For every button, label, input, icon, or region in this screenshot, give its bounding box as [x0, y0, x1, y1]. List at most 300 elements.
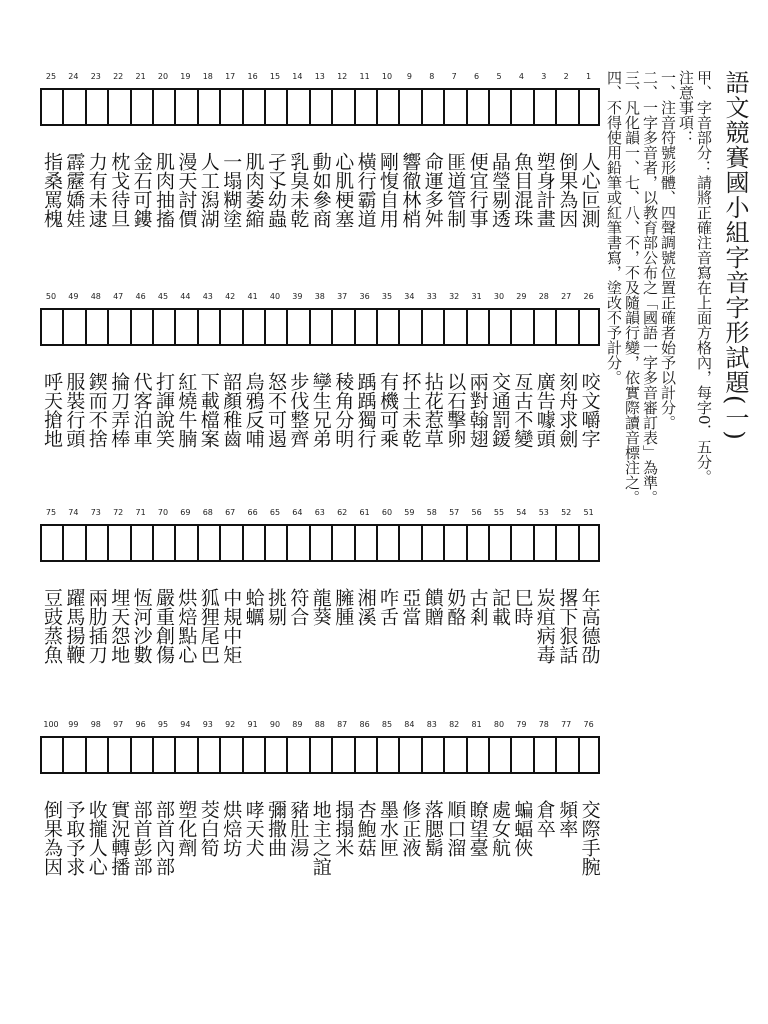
- question-word: 漫天討價: [175, 152, 198, 228]
- question-number: 60: [381, 508, 393, 517]
- answer-box[interactable]: [286, 308, 308, 346]
- question-word: 恆河沙數: [130, 588, 153, 664]
- question-number: 75: [45, 508, 57, 517]
- answer-box[interactable]: [264, 736, 286, 774]
- answer-box[interactable]: [174, 736, 196, 774]
- question-number: 1: [586, 72, 592, 81]
- question-number: 71: [135, 508, 146, 517]
- question-word: 亞當: [399, 588, 422, 626]
- answer-box[interactable]: [197, 88, 219, 126]
- question-word: 兩肋插刀: [85, 588, 108, 664]
- answer-box[interactable]: [376, 308, 398, 346]
- answer-box[interactable]: [309, 308, 331, 346]
- answer-box[interactable]: [264, 524, 286, 562]
- question-number: 88: [314, 720, 325, 729]
- question-word: 指桑罵槐: [41, 152, 63, 228]
- question-number: 50: [45, 292, 57, 301]
- answer-box[interactable]: [107, 736, 129, 774]
- answer-box[interactable]: [331, 88, 353, 126]
- question-number: 2: [563, 72, 569, 81]
- question-word: 瞭望臺: [466, 800, 489, 857]
- question-number: 53: [538, 508, 549, 517]
- question-word: 挑剔: [265, 588, 287, 626]
- question-word: 怒不可遏: [265, 372, 287, 448]
- answer-box[interactable]: [62, 736, 84, 774]
- question-number: 97: [113, 720, 124, 729]
- question-number: 76: [583, 720, 594, 729]
- answer-box[interactable]: [443, 88, 465, 126]
- question-number: 29: [516, 292, 527, 301]
- question-number: 70: [157, 508, 169, 517]
- answer-box[interactable]: [354, 88, 376, 126]
- question-word: 倉卒: [533, 800, 556, 838]
- answer-box[interactable]: [130, 88, 152, 126]
- question-word: 橫行霸道: [354, 152, 377, 228]
- answer-box[interactable]: [107, 88, 129, 126]
- question-word: 地主之誼: [309, 800, 332, 876]
- question-word: 鍥而不捨: [85, 372, 108, 448]
- question-number: 68: [202, 508, 213, 517]
- answer-box[interactable]: [510, 524, 532, 562]
- question-word: 交際手腕: [578, 800, 601, 876]
- question-band: [40, 292, 600, 542]
- question-word: 中規中矩: [220, 588, 243, 664]
- question-word: 豆豉蒸魚: [41, 588, 63, 664]
- answer-box[interactable]: [555, 524, 577, 562]
- question-number: 12: [337, 72, 348, 81]
- answer-box[interactable]: [466, 736, 488, 774]
- answer-box[interactable]: [578, 524, 600, 562]
- question-word: 符合: [287, 588, 310, 626]
- question-word: 咋舌: [377, 588, 399, 626]
- answer-box[interactable]: [354, 308, 376, 346]
- question-number: 51: [583, 508, 594, 517]
- answer-box[interactable]: [174, 308, 196, 346]
- question-word: 服裝行頭: [63, 372, 86, 448]
- answer-box[interactable]: [152, 524, 174, 562]
- instruction-line: 三、凡化韻一、七、八、不，不及隨韻行變，依實際讀音標注之。: [623, 70, 641, 505]
- question-number: 67: [225, 508, 236, 517]
- question-number: 52: [561, 508, 572, 517]
- question-word: 茭白筍: [197, 800, 220, 857]
- answer-box[interactable]: [152, 88, 174, 126]
- question-word: 豬肚湯: [287, 800, 310, 857]
- question-word: 部首內部: [153, 800, 175, 876]
- answer-box[interactable]: [219, 308, 241, 346]
- answer-box[interactable]: [398, 88, 420, 126]
- question-number: 47: [113, 292, 124, 301]
- answer-box[interactable]: [286, 524, 308, 562]
- answer-box[interactable]: [40, 308, 62, 346]
- question-number: 9: [406, 72, 412, 81]
- question-number: 14: [292, 72, 303, 81]
- question-word: 湘溪: [354, 588, 377, 626]
- question-word: 彌撒曲: [265, 800, 287, 857]
- question-word: 予取予求: [63, 800, 86, 876]
- question-number: 16: [247, 72, 258, 81]
- question-word: 有機可乘: [377, 372, 399, 448]
- question-word: 烘焙點心: [175, 588, 198, 664]
- answer-box[interactable]: [130, 736, 152, 774]
- answer-box[interactable]: [264, 88, 286, 126]
- answer-box[interactable]: [488, 88, 510, 126]
- question-word: 拈花惹草: [421, 372, 444, 448]
- question-word: 搨搨米: [332, 800, 355, 857]
- question-word: 呼天搶地: [41, 372, 63, 448]
- answer-box[interactable]: [510, 736, 532, 774]
- question-word: 紅燒牛腩: [175, 372, 198, 448]
- answer-box[interactable]: [443, 736, 465, 774]
- answer-box[interactable]: [354, 736, 376, 774]
- question-word: 稜角分明: [332, 372, 355, 448]
- question-number: 6: [474, 72, 480, 81]
- question-number: 77: [561, 720, 572, 729]
- instruction-line: 注意事項：: [677, 70, 695, 145]
- answer-box[interactable]: [152, 308, 174, 346]
- question-number: 23: [90, 72, 101, 81]
- question-number: 48: [90, 292, 101, 301]
- answer-box[interactable]: [398, 524, 420, 562]
- question-number: 56: [471, 508, 482, 517]
- question-number: 3: [541, 72, 547, 81]
- question-number: 90: [269, 720, 281, 729]
- question-number: 64: [292, 508, 303, 517]
- question-number: 27: [561, 292, 572, 301]
- answer-box[interactable]: [286, 736, 308, 774]
- answer-box[interactable]: [130, 308, 152, 346]
- question-word: 巳時: [511, 588, 534, 626]
- question-word: 落腮鬍: [421, 800, 444, 857]
- answer-box[interactable]: [421, 308, 443, 346]
- question-word: 臃腫: [332, 588, 355, 626]
- answer-box[interactable]: [219, 88, 241, 126]
- instruction-line: 甲、字音部分：請將正確注音寫在上面方格內，每字0．五分。: [695, 70, 713, 485]
- answer-box[interactable]: [488, 308, 510, 346]
- question-number: 57: [449, 508, 460, 517]
- question-number: 18: [202, 72, 213, 81]
- question-number: 92: [225, 720, 236, 729]
- question-number: 69: [180, 508, 191, 517]
- question-number: 35: [381, 292, 393, 301]
- question-number: 96: [135, 720, 146, 729]
- answer-box[interactable]: [309, 736, 331, 774]
- question-number: 61: [359, 508, 370, 517]
- question-word: 力有未逮: [85, 152, 108, 228]
- answer-box[interactable]: [309, 524, 331, 562]
- question-word: 龍葵: [309, 588, 332, 626]
- question-word: 下載檔案: [197, 372, 220, 448]
- question-word: 掄刀弄棒: [108, 372, 131, 448]
- question-number: 62: [337, 508, 348, 517]
- question-word: 肌肉萎縮: [242, 152, 265, 228]
- answer-box[interactable]: [219, 736, 241, 774]
- question-number: 55: [493, 508, 505, 517]
- answer-box-row: [40, 524, 600, 562]
- question-number: 36: [359, 292, 370, 301]
- question-number: 93: [202, 720, 213, 729]
- question-word: 倒果為因: [556, 152, 579, 228]
- question-number: 7: [451, 72, 457, 81]
- page-title: 語文競賽國小組字音字形試題(一): [721, 70, 749, 441]
- answer-box[interactable]: [242, 736, 264, 774]
- instruction-line: 一、注音符號形體、四聲調號位置正確者始予以計分。: [659, 70, 677, 430]
- answer-box[interactable]: [578, 88, 600, 126]
- answer-box[interactable]: [443, 308, 465, 346]
- question-word: 孿生兄弟: [309, 372, 332, 448]
- question-number: 37: [337, 292, 348, 301]
- question-word: 踽踽獨行: [354, 372, 377, 448]
- question-number: 94: [180, 720, 191, 729]
- question-number: 40: [269, 292, 281, 301]
- answer-box[interactable]: [174, 524, 196, 562]
- question-number: 44: [180, 292, 191, 301]
- question-word: 部首彭部: [130, 800, 153, 876]
- question-number: 20: [157, 72, 169, 81]
- instruction-line: 四、不得使用鉛筆或紅筆書寫，塗改不予計分。: [605, 70, 623, 385]
- answer-box[interactable]: [264, 308, 286, 346]
- answer-box[interactable]: [443, 524, 465, 562]
- question-number: 11: [359, 72, 370, 81]
- question-number: 87: [337, 720, 348, 729]
- question-number: 26: [583, 292, 594, 301]
- question-number: 54: [516, 508, 527, 517]
- answer-box[interactable]: [466, 88, 488, 126]
- question-word: 便宜行事: [466, 152, 489, 228]
- question-number: 21: [135, 72, 146, 81]
- question-word: 韶顏稚齒: [220, 372, 243, 448]
- question-word: 動如參商: [309, 152, 332, 228]
- answer-box[interactable]: [40, 88, 62, 126]
- question-word: 乳臭未乾: [287, 152, 310, 228]
- question-word: 人工潟湖: [197, 152, 220, 228]
- question-number: 41: [247, 292, 258, 301]
- answer-box-row: [40, 308, 600, 346]
- question-word: 記載: [489, 588, 511, 626]
- question-number: 33: [426, 292, 437, 301]
- question-word: 金石可鏤: [130, 152, 153, 228]
- answer-box[interactable]: [555, 308, 577, 346]
- question-word: 塑身計畫: [533, 152, 556, 228]
- question-number: 83: [426, 720, 437, 729]
- question-word: 抔土未乾: [399, 372, 422, 448]
- question-number: 31: [471, 292, 482, 301]
- question-number: 99: [68, 720, 79, 729]
- answer-box[interactable]: [107, 308, 129, 346]
- question-word: 炭疽病毒: [533, 588, 556, 664]
- answer-box[interactable]: [354, 524, 376, 562]
- question-number: 98: [90, 720, 101, 729]
- question-number: 63: [314, 508, 325, 517]
- answer-box[interactable]: [488, 524, 510, 562]
- answer-box[interactable]: [85, 524, 107, 562]
- question-word: 狐狸尾巴: [197, 588, 220, 664]
- question-word: 順口溜: [444, 800, 467, 857]
- answer-box[interactable]: [242, 308, 264, 346]
- answer-box[interactable]: [85, 88, 107, 126]
- question-number: 59: [404, 508, 415, 517]
- question-number: 81: [471, 720, 482, 729]
- instruction-line: 二、一字多音者，以教育部公布之「國語一字多音審訂表」為準。: [641, 70, 659, 505]
- answer-box[interactable]: [62, 524, 84, 562]
- question-word: 亙古不變: [511, 372, 534, 448]
- answer-box[interactable]: [107, 524, 129, 562]
- question-word: 收攏人心: [85, 800, 108, 876]
- answer-box[interactable]: [197, 736, 219, 774]
- answer-box[interactable]: [578, 736, 600, 774]
- answer-box[interactable]: [421, 88, 443, 126]
- question-word: 饋贈: [421, 588, 444, 626]
- question-number: 100: [43, 720, 59, 729]
- answer-box[interactable]: [40, 524, 62, 562]
- answer-box[interactable]: [398, 736, 420, 774]
- question-word: 孑孓幼蟲: [265, 152, 287, 228]
- question-number: 5: [496, 72, 502, 81]
- question-word: 埋天怨地: [108, 588, 131, 664]
- answer-box[interactable]: [286, 88, 308, 126]
- question-number: 46: [135, 292, 146, 301]
- question-word: 命運多舛: [421, 152, 444, 228]
- answer-box[interactable]: [466, 524, 488, 562]
- answer-box[interactable]: [331, 524, 353, 562]
- question-number: 10: [381, 72, 393, 81]
- question-word: 年高德劭: [578, 588, 601, 664]
- answer-box-row: [40, 88, 600, 126]
- question-word: 肌肉抽搐: [153, 152, 175, 228]
- answer-box[interactable]: [533, 88, 555, 126]
- question-number: 24: [68, 72, 79, 81]
- question-word: 交通罰鍰: [489, 372, 511, 448]
- answer-box[interactable]: [533, 524, 555, 562]
- answer-box[interactable]: [376, 524, 398, 562]
- question-word: 魚目混珠: [511, 152, 534, 228]
- question-band: [40, 72, 600, 322]
- question-word: 一塌糊塗: [220, 152, 243, 228]
- question-number: 95: [157, 720, 169, 729]
- question-number: 17: [225, 72, 236, 81]
- question-word: 蝙蝠俠: [511, 800, 534, 857]
- answer-box[interactable]: [533, 308, 555, 346]
- question-number: 79: [516, 720, 527, 729]
- question-band: [40, 720, 600, 970]
- question-number: 38: [314, 292, 325, 301]
- question-number: 25: [45, 72, 57, 81]
- question-word: 咬文嚼字: [578, 372, 601, 448]
- answer-box[interactable]: [197, 524, 219, 562]
- question-number: 85: [381, 720, 393, 729]
- question-word: 奶酪: [444, 588, 467, 626]
- answer-box[interactable]: [197, 308, 219, 346]
- question-word: 響徹林梢: [399, 152, 422, 228]
- answer-box[interactable]: [488, 736, 510, 774]
- question-number: 74: [68, 508, 79, 517]
- answer-box[interactable]: [421, 524, 443, 562]
- question-word: 頻率: [556, 800, 579, 838]
- answer-box[interactable]: [40, 736, 62, 774]
- question-word: 步伐整齊: [287, 372, 310, 448]
- question-word: 處女航: [489, 800, 511, 857]
- question-number: 45: [157, 292, 169, 301]
- answer-box[interactable]: [376, 88, 398, 126]
- question-number: 19: [180, 72, 191, 81]
- question-number: 43: [202, 292, 213, 301]
- question-word: 蛤蠣: [242, 588, 265, 626]
- question-word: 杏鮑菇: [354, 800, 377, 857]
- question-number: 15: [269, 72, 281, 81]
- answer-box[interactable]: [85, 308, 107, 346]
- question-number: 13: [314, 72, 325, 81]
- answer-box[interactable]: [510, 88, 532, 126]
- answer-box[interactable]: [398, 308, 420, 346]
- question-word: 打諢說笑: [153, 372, 175, 448]
- question-word: 枕戈待旦: [108, 152, 131, 228]
- question-number: 84: [404, 720, 415, 729]
- answer-box[interactable]: [152, 736, 174, 774]
- question-word: 墨水匣: [377, 800, 399, 857]
- answer-box[interactable]: [62, 88, 84, 126]
- answer-box[interactable]: [510, 308, 532, 346]
- question-word: 代客泊車: [130, 372, 153, 448]
- answer-box[interactable]: [555, 736, 577, 774]
- question-number: 8: [429, 72, 435, 81]
- answer-box[interactable]: [466, 308, 488, 346]
- question-word: 塑化劑: [175, 800, 198, 857]
- question-number: 82: [449, 720, 460, 729]
- question-number: 42: [225, 292, 236, 301]
- question-number: 80: [493, 720, 505, 729]
- question-word: 人心叵測: [578, 152, 601, 228]
- question-word: 兩對翰翅: [466, 372, 489, 448]
- answer-box[interactable]: [85, 736, 107, 774]
- question-number: 86: [359, 720, 370, 729]
- question-number: 34: [404, 292, 415, 301]
- answer-box[interactable]: [331, 736, 353, 774]
- question-word: 躍馬揚鞭: [63, 588, 86, 664]
- question-word: 霹靂嬌娃: [63, 152, 86, 228]
- answer-box[interactable]: [130, 524, 152, 562]
- answer-box[interactable]: [331, 308, 353, 346]
- question-word: 以石擊卵: [444, 372, 467, 448]
- question-word: 廣告噱頭: [533, 372, 556, 448]
- question-number: 32: [449, 292, 460, 301]
- question-number: 89: [292, 720, 303, 729]
- answer-box[interactable]: [578, 308, 600, 346]
- answer-box[interactable]: [309, 88, 331, 126]
- answer-box[interactable]: [242, 88, 264, 126]
- question-word: 剛愎自用: [377, 152, 399, 228]
- question-number: 4: [518, 72, 524, 81]
- question-word: 倒果為因: [41, 800, 63, 876]
- answer-box[interactable]: [62, 308, 84, 346]
- answer-box[interactable]: [174, 88, 196, 126]
- question-word: 烏鴉反哺: [242, 372, 265, 448]
- answer-box[interactable]: [376, 736, 398, 774]
- question-word: 嚴重創傷: [153, 588, 175, 664]
- answer-box[interactable]: [242, 524, 264, 562]
- question-number: 78: [538, 720, 549, 729]
- answer-box[interactable]: [533, 736, 555, 774]
- answer-box[interactable]: [421, 736, 443, 774]
- question-number: 91: [247, 720, 258, 729]
- answer-box-row: [40, 736, 600, 774]
- question-number: 49: [68, 292, 79, 301]
- question-number: 39: [292, 292, 303, 301]
- question-word: 古剎: [466, 588, 489, 626]
- question-number: 66: [247, 508, 258, 517]
- question-number: 22: [113, 72, 124, 81]
- answer-box[interactable]: [555, 88, 577, 126]
- question-word: 撂下狠話: [556, 588, 579, 664]
- answer-box[interactable]: [219, 524, 241, 562]
